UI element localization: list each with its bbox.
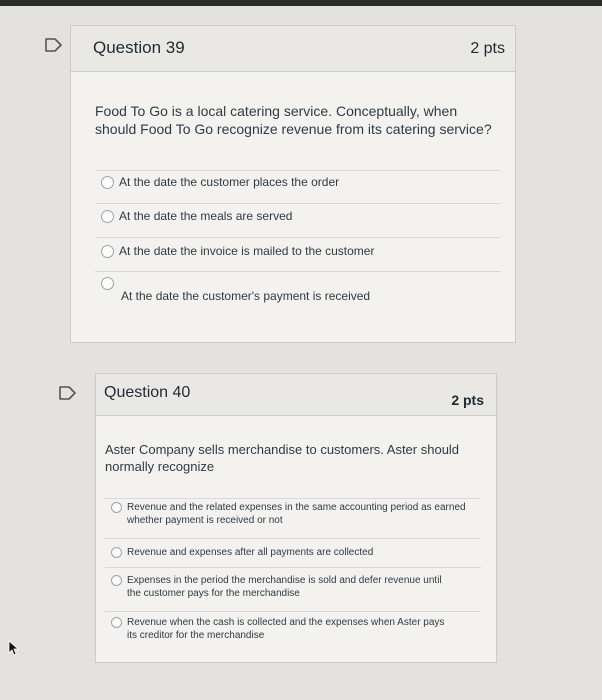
- question-card-39: [70, 25, 516, 343]
- radio-button[interactable]: [101, 277, 114, 290]
- question-points: 2 pts: [470, 40, 505, 57]
- answer-option[interactable]: [111, 574, 456, 600]
- answer-option[interactable]: [111, 501, 471, 527]
- radio-button[interactable]: [101, 176, 114, 189]
- radio-button[interactable]: [101, 245, 114, 258]
- divider: [95, 271, 501, 272]
- answer-option[interactable]: [101, 244, 501, 260]
- question-header: [96, 374, 496, 416]
- radio-button[interactable]: [111, 617, 122, 628]
- answer-option[interactable]: [111, 546, 471, 559]
- answer-option[interactable]: [101, 209, 501, 225]
- radio-button[interactable]: [111, 547, 122, 558]
- answer-label[interactable]: At the date the customer's payment is received: [121, 289, 371, 303]
- radio-button[interactable]: [111, 502, 122, 513]
- mouse-cursor-icon: [8, 640, 20, 656]
- answer-label: Revenue when the cash is collected and the expenses when Aster pays its creditor for the merchandise: [127, 617, 445, 641]
- divider: [95, 237, 501, 238]
- top-bar: [0, 0, 602, 6]
- question-header: [71, 26, 515, 72]
- radio-button[interactable]: [111, 575, 122, 586]
- question-text: Aster Company sells merchandise to customers. Aster should normally recognize: [105, 442, 460, 474]
- answer-label: At the date the invoice is mailed to the customer: [119, 244, 375, 258]
- question-title: Question 40: [104, 384, 191, 401]
- divider: [105, 498, 481, 499]
- divider: [95, 203, 501, 204]
- divider: [95, 170, 501, 171]
- divider: [105, 538, 481, 539]
- answer-label: At the date the meals are served: [119, 209, 293, 223]
- answer-label: Expenses in the period the merchandise is sold and defer revenue until the customer pays for the merchandise: [127, 575, 442, 599]
- divider: [105, 567, 481, 568]
- radio-button[interactable]: [101, 210, 114, 223]
- flag-icon[interactable]: [44, 37, 64, 53]
- answer-label: At the date the customer places the order: [119, 175, 340, 189]
- answer-option[interactable]: [111, 616, 456, 642]
- divider: [105, 611, 481, 612]
- answer-label: Revenue and the related expenses in the same accounting period as earned whether payment is received or not: [127, 502, 466, 526]
- question-card-40: [95, 373, 497, 663]
- question-points: 2 pts: [451, 392, 484, 408]
- answer-label: Revenue and expenses after all payments are collected: [127, 547, 374, 558]
- question-text: Food To Go is a local catering service. Conceptually, when should Food To Go recognize revenue from its catering service?: [95, 103, 492, 138]
- question-title: Question 39: [93, 38, 185, 57]
- answer-option[interactable]: [101, 175, 501, 191]
- flag-icon[interactable]: [58, 385, 78, 401]
